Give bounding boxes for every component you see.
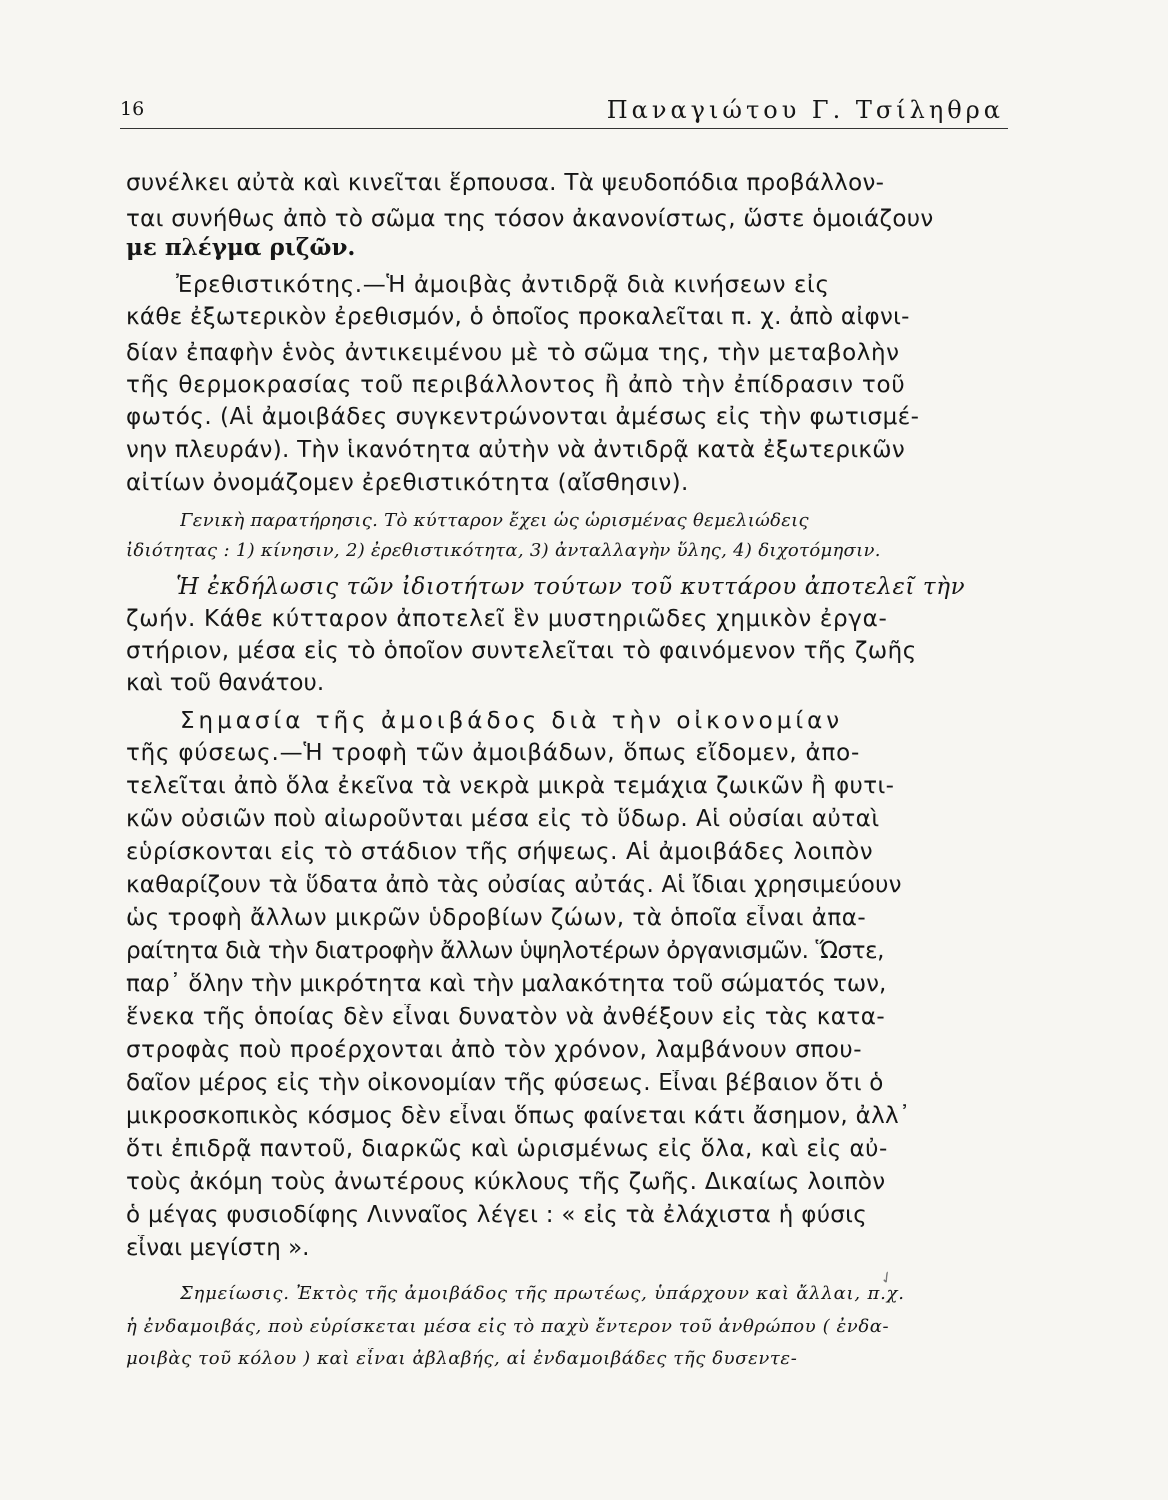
text-line: μικροσκοπικὸς κόσμος δὲν εἶναι ὅπως φαίνεται κάτι ἄσημον, ἀλλ᾽ xyxy=(126,1103,911,1129)
text-line: εὑρίσκονται εἰς τὸ στάδιον τῆς σήψεως. Αἱ ἀμοιβάδες λοιπὸν xyxy=(126,839,874,865)
text-line: ται συνήθως ἀπὸ τὸ σῶμα της τόσον ἀκανονίστως, ὥστε ὁμοιάζουν xyxy=(126,206,934,232)
text-line: αἰτίων ὀνομάζομεν ἐρεθιστικότητα (αἴσθησιν). xyxy=(126,470,689,496)
text-line: ὁ μέγας φυσιοδίφης Λινναῖος λέγει : « εἰς τὰ ἐλάχιστα ἡ φύσις xyxy=(126,1202,868,1228)
text-line-bold: με πλέγμα ριζῶν. xyxy=(126,234,356,261)
text-line: στροφὰς ποὺ προέρχονται ἀπὸ τὸν χρόνον, λαμβάνουν σπου- xyxy=(126,1037,863,1063)
text-line: δαῖον μέρος εἰς τὴν οἰκονομίαν τῆς φύσεως. Εἶναι βέβαιον ὅτι ὁ xyxy=(126,1070,884,1096)
section-heading-economy-of-nature: Σημασία τῆς ἀμοιβάδος διὰ τὴν οἰκονομίαν xyxy=(180,708,844,734)
page-number: 16 xyxy=(120,98,145,120)
page-header xyxy=(120,96,1008,129)
text-line: καθαρίζουν τὰ ὕδατα ἀπὸ τὰς οὐσίας αὐτάς. Αἱ ἴδιαι χρησιμεύουν xyxy=(126,872,902,898)
footnote: μοιβὰς τοῦ κόλου ) καὶ εἶναι ἀβλαβής, αἱ ἐνδαμοιβάδες τῆς δυσεντε- xyxy=(126,1348,798,1369)
text-line: δίαν ἐπαφὴν ἑνὸς ἀντικειμένου μὲ τὸ σῶμα της, τὴν μεταβολὴν xyxy=(126,340,900,366)
text-line: φωτός. (Αἱ ἀμοιβάδες συγκεντρώνονται ἀμέσως εἰς τὴν φωτισμέ- xyxy=(126,404,920,430)
general-observation-note: ἰδιότητας : 1) κίνησιν, 2) ἐρεθιστικότητα, 3) ἀνταλλαγὴν ὕλης, 4) διχοτόμησιν. xyxy=(126,540,881,561)
text-line: τῆς θερμοκρασίας τοῦ περιβάλλοντος ἢ ἀπὸ τὴν ἐπίδρασιν τοῦ xyxy=(126,372,906,398)
text-line: ἕνεκα τῆς ὁποίας δὲν εἶναι δυνατὸν νὰ ἀνθέξουν εἰς τὰς κατα- xyxy=(126,1004,886,1030)
footnote: ἡ ἐνδαμοιβάς, ποὺ εὑρίσκεται μέσα εἰς τὸ παχὺ ἔντερον τοῦ ἀνθρώπου ( ἐνδα- xyxy=(126,1316,890,1337)
general-observation-note: Γενικὴ παρατήρησις. Τὸ κύτταρον ἔχει ὡς ὡρισμένας θεμελιώδεις xyxy=(180,510,809,531)
text-line: κῶν οὐσιῶν ποὺ αἰωροῦνται μέσα εἰς τὸ ὕδωρ. Αἱ οὐσίαι αὐταὶ xyxy=(126,806,880,832)
running-title: Παναγιώτου Γ. Τσίληθρα xyxy=(606,96,1004,124)
text-line: τελεῖται ἀπὸ ὅλα ἐκεῖνα τὰ νεκρὰ μικρὰ τεμάχια ζωικῶν ἢ φυτι- xyxy=(126,773,895,799)
text-line: ὅτι ἐπιδρᾷ παντοῦ, διαρκῶς καὶ ὡρισμένως εἰς ὅλα, καὶ εἰς αὐ- xyxy=(126,1136,888,1162)
section-heading-irritability: Ἐρεθιστικότης.—Ἡ ἀμοιβὰς ἀντιδρᾷ διὰ κινήσεων εἰς xyxy=(176,272,830,298)
text-line: καὶ τοῦ θανάτου. xyxy=(126,670,325,696)
text-line: συνέλκει αὐτὰ καὶ κινεῖται ἕρπουσα. Τὰ ψευδοπόδια προβάλλον- xyxy=(126,170,885,196)
text-line: ὡς τροφὴ ἄλλων μικρῶν ὑδροβίων ζώων, τὰ ὁποῖα εἶναι ἀπα- xyxy=(126,905,867,931)
text-line: ραίτητα διὰ τὴν διατροφὴν ἄλλων ὑψηλοτέρων ὀργανισμῶν. Ὥστε, xyxy=(126,938,885,964)
text-line: κάθε ἐξωτερικὸν ἐρεθισμόν, ὁ ὁποῖος προκαλεῖται π. χ. ἀπὸ αἰφνι- xyxy=(126,304,910,330)
text-line-italic: Ἡ ἐκδήλωσις τῶν ἰδιοτήτων τούτων τοῦ κυττάρου ἀποτελεῖ τὴν xyxy=(176,574,966,600)
text-line: τῆς φύσεως.—Ἡ τροφὴ τῶν ἀμοιβάδων, ὅπως εἴδομεν, ἀπο- xyxy=(126,740,861,766)
footnote: Σημείωσις. Ἐκτὸς τῆς ἀμοιβάδος τῆς πρωτέως, ὑπάρχουν καὶ ἄλλαι, π.χ. xyxy=(180,1283,905,1304)
text-line: στήριον, μέσα εἰς τὸ ὁποῖον συντελεῖται τὸ φαινόμενον τῆς ζωῆς xyxy=(126,638,917,664)
text-line: ζωήν. Κάθε κύτταρον ἀποτελεῖ ἓν μυστηριῶδες χημικὸν ἐργα- xyxy=(126,606,888,632)
text-line: νην πλευράν). Τὴν ἱκανότητα αὐτὴν νὰ ἀντιδρᾷ κατὰ ἐξωτερικῶν xyxy=(126,437,905,463)
text-line: εἶναι μεγίστη ». xyxy=(126,1235,310,1261)
pencil-mark-icon: ✓ xyxy=(876,1265,898,1290)
text-line: τοὺς ἀκόμη τοὺς ἀνωτέρους κύκλους τῆς ζωῆς. Δικαίως λοιπὸν xyxy=(126,1169,886,1195)
text-line: παρ᾽ ὅλην τὴν μικρότητα καὶ τὴν μαλακότητα τοῦ σώματός των, xyxy=(126,971,887,997)
